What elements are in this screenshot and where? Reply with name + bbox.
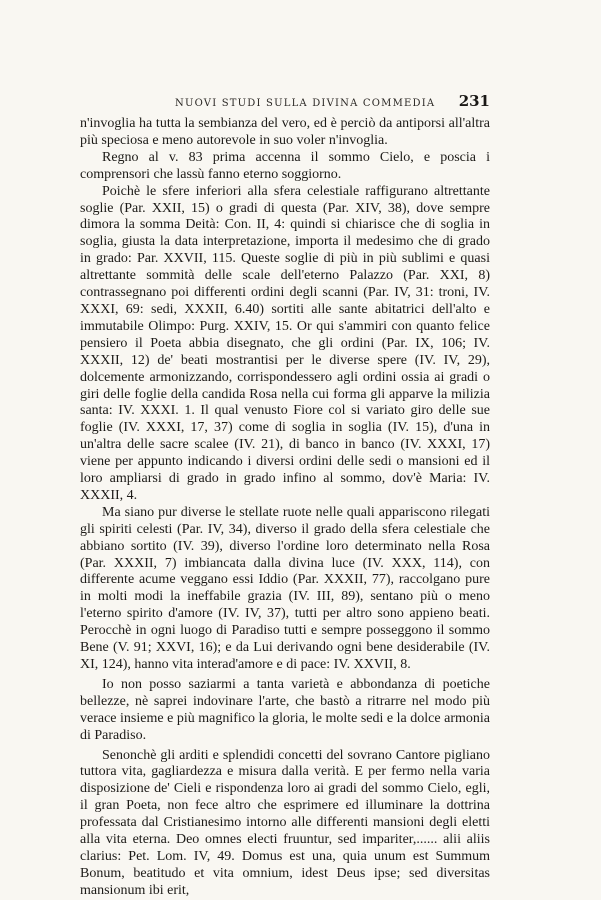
paragraph: Regno al v. 83 prima accenna il sommo Cielo, e poscia i comprensori che lassù fanno eterno soggiorno. — [80, 149, 490, 182]
paragraph: Poichè le sfere inferiori alla sfera celestiale raffigurano altrettante soglie (Par. XXII, 15) o gradi di questa (Par. XIV, 38), dove sempre dimora la somma Deità: Con. II, 4: quindi si chiarisce che di soglia in soglia, giusta la data interpretazione, importa il medesimo che di grado in grado: Par. XXVII, 115. Queste soglie di più in più sublimi e quasi altrettante sommità delle scale dell'eterno Palazzo (Par. XXI, 8) contrassegnano poi differenti ordini degli scanni (Par. IV, 31: troni, IV. XXXI, 69: sedi, XXXII, 6.40) sortiti alle sante abitatrici dell'alto e immutabile Olimpo: Purg. XXIV, 15. Or qui s'ammiri con quanto felice pensiero il Poeta abbia disegnato, che gli ordini (Par. IX, 106; IV. XXXII, 12) de' beati mostrantisi per le diverse spere (IV. IV, 29), dolcemente armonizzando, corrispondessero agli ordini ossia ai gradi o giri delle foglie della candida Rosa nella cui forma gli apparve la milizia santa: IV. XXXI. 1. Il qual venusto Fiore col si variato giro delle sue foglie (IV. XXXI, 17, 37) come di soglia in soglia (IV. 15), d'una in un'altra delle sacre scalee (IV. 21), di banco in banco (IV. XXXI, 17) viene per appunto indicando i diversi ordini delle sedi o mansioni ed il loro ampliarsi di grado in grado infino al sommo, dov'è Maria: IV. XXXII, 4. — [80, 183, 490, 503]
page-header — [80, 92, 490, 114]
paragraph: Senonchè gli arditi e splendidi concetti del sovrano Cantore pigliano tuttora vita, gagliardezza e misura dalla verità. E per fermo nella varia disposizione de' Cieli e rispondenza loro ai gradi del sommo Cielo, egli, il gran Poeta, non fece altro che esprimere ed illuminare la dottrina professata dal Cristianesimo intorno alle differenti mansioni degli eletti alla vita eterna. Deo omnes electi fruuntur, sed impariter,...... alii aliis clarius: Pet. Lom. IV, 49. Domus est una, quia unum est Summum Bonum, beatitudo et vita omnium, idest Deus ipse; sed diversitas mansionum ibi erit, — [80, 747, 490, 898]
paragraph: Io non posso saziarmi a tanta varietà e abbondanza di poetiche bellezze, nè saprei indovinare l'arte, che bastò a ritrarre nel modo più verace insieme e più magnifico la gloria, le molte sedi e la dolce armonia di Paradiso. — [80, 676, 490, 743]
body-text — [80, 116, 490, 900]
page-number: 231 — [458, 92, 490, 110]
paragraph: Ma siano pur diverse le stellate ruote nelle quali appariscono rilegati gli spiriti celesti (Par. IV, 34), diverso il grado della sfera celestiale che abbiano sortito (IV. 39), diverso l'ordine loro determinato nella Rosa (Par. XXXII, 7) imbiancata dalla divina luce (IV. XXX, 114), con differente acume veggano essi Iddio (Par. XXXII, 77), raccolgano pure in molti modi la ineffabile grazia (IV. III, 89), sentano più o meno l'eterno spirito d'amore (IV. IV, 37), tutti per altro sono appieno beati. Perocchè in ogni luogo di Paradiso tutti e sempre posseggono il sommo Bene (V. 91; XXVI, 16); e da Lui derivando ogni bene desiderabile (IV. XI, 124), hanno vita interad'amore e di pace: IV. XXVII, 8. — [80, 504, 490, 672]
running-title: NUOVI STUDI SULLA DIVINA COMMEDIA — [175, 98, 436, 109]
paragraph-continuation: n'invoglia ha tutta la sembianza del vero, ed è perciò da antiporsi all'altra più speciosa e meno autorevole in suo voler n'invoglia. — [80, 116, 490, 148]
